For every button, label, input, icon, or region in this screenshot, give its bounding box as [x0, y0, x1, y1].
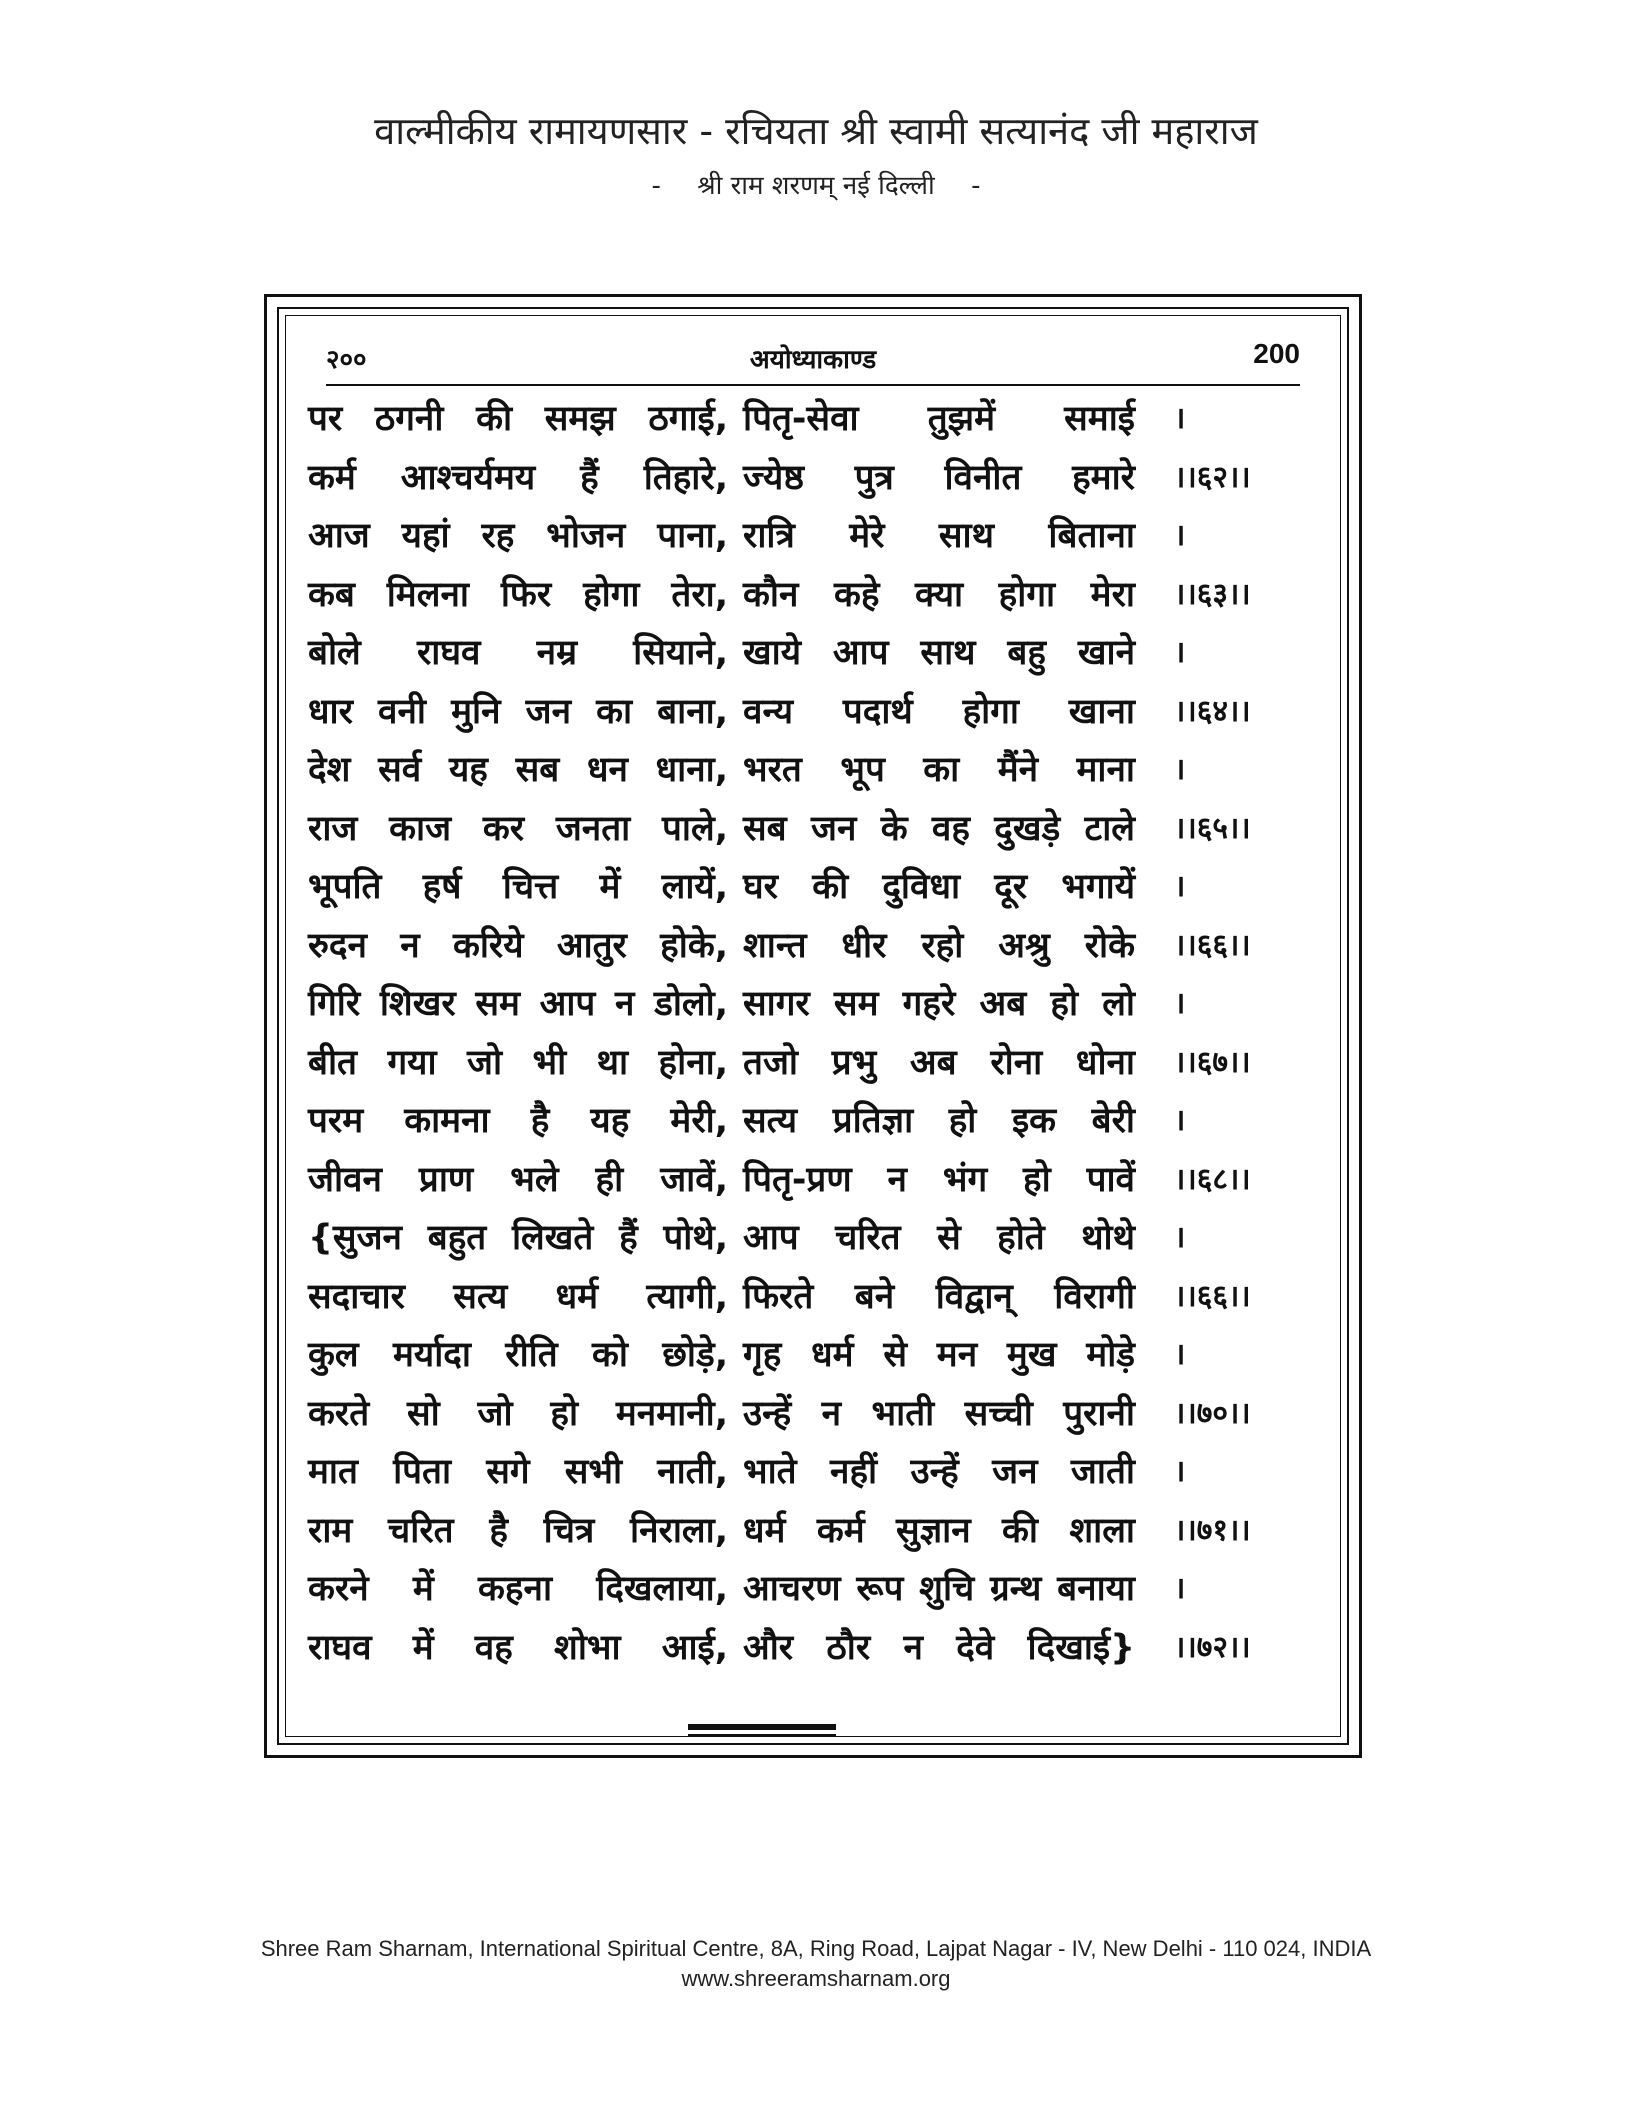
verse-line [306, 741, 1320, 800]
verse-first-half: करते सो जो हो मनमानी, [308, 1393, 728, 1434]
verse-second-half: शान्त धीर रहो अश्रु रोके [743, 925, 1135, 966]
verse-line [306, 800, 1320, 859]
verse-line [306, 507, 1320, 566]
verse-second-half: ज्येष्ठ पुत्र विनीत हमारे [743, 457, 1135, 498]
footer-address: Shree Ram Sharnam, International Spiritual Centre, 8A, Ring Road, Lajpat Nagar - IV, New Delhi - 110 024, INDIA [260, 1936, 1372, 1961]
verse-second-half: पितृ-प्रण न भंग हो पावें [743, 1159, 1135, 1200]
verse-line [306, 1034, 1320, 1093]
verse-line [306, 1619, 1320, 1678]
verse-number: ।।७०।। [1174, 1395, 1251, 1431]
verse-line [306, 624, 1320, 683]
page-header [326, 336, 1300, 386]
verse-first-half: मात पिता सगे सभी नाती, [308, 1452, 728, 1492]
subtitle-dash-right: - [971, 171, 981, 201]
verse-line [306, 1092, 1320, 1151]
verse-first-half: बोले राघव नम्र सियाने, [308, 633, 728, 673]
verse-first-half: आज यहां रह भोजन पाना, [308, 516, 728, 556]
verse-line [306, 390, 1320, 449]
verse-number: । [1174, 518, 1186, 553]
verse-first-half: करने में कहना दिखलाया, [308, 1569, 728, 1609]
verse-number: ।।६३।। [1174, 576, 1251, 612]
verse-first-half: राम चरित है चित्र निराला, [308, 1510, 728, 1551]
verse-first-half: {सुजन बहुत लिखते हैं पोथे, [308, 1218, 728, 1258]
page-number: 200 [1253, 338, 1300, 369]
verse-second-half: आचरण रूप शुचि ग्रन्थ बनाया [743, 1569, 1135, 1609]
section-title: अयोध्याकाण्ड [749, 345, 877, 375]
verse-second-half: धर्म कर्म सुज्ञान की शाला [743, 1510, 1135, 1551]
verse-second-half: सागर सम गहरे अब हो लो [743, 984, 1135, 1024]
verse-first-half: सदाचार सत्य धर्म त्यागी, [308, 1276, 728, 1317]
verse-first-half: जीवन प्राण भले ही जावें, [308, 1159, 728, 1200]
subtitle-dash-left: - [651, 171, 661, 201]
end-rule-thick [688, 1724, 836, 1730]
verse-number: ।।७२।। [1174, 1629, 1251, 1665]
verse-second-half: भरत भूप का मैंने माना [743, 750, 1135, 790]
verse-first-half: धार वनी मुनि जन का बाना, [308, 691, 728, 732]
verse-first-half: रुदन न करिये आतुर होके, [308, 925, 728, 966]
verse-number: । [1174, 401, 1186, 436]
verse-line [306, 1151, 1320, 1210]
verse-second-half: आप चरित से होते थोथे [743, 1218, 1135, 1258]
verse-number: ।।६६।। [1174, 927, 1251, 963]
verse-number: ।।६२।। [1174, 459, 1251, 495]
verse-line [306, 975, 1320, 1034]
verse-second-half: कौन कहे क्या होगा मेरा [743, 574, 1135, 615]
verse-second-half: सत्य प्रतिज्ञा हो इक बेरी [743, 1101, 1135, 1141]
verse-second-half: तजो प्रभु अब रोना धोना [743, 1042, 1135, 1083]
verse-line [306, 566, 1320, 625]
verse-first-half: गिरि शिखर सम आप न डोलो, [308, 984, 728, 1024]
verse-second-half: सब जन के वह दुखड़े टाले [743, 808, 1135, 849]
verse-number: ।।७१।। [1174, 1512, 1251, 1548]
document-subtitle [0, 166, 1632, 202]
verse-first-half: कब मिलना फिर होगा तेरा, [308, 574, 728, 615]
document-title: वाल्मीकीय रामायणसार - रचियता श्री स्वामी सत्यानंद जी महाराज [374, 109, 1258, 153]
verse-first-half: देश सर्व यह सब धन धाना, [308, 750, 728, 790]
verse-second-half: खाये आप साथ बहु खाने [743, 633, 1135, 673]
verse-second-half: उन्हें न भाती सच्ची पुरानी [743, 1393, 1135, 1434]
verse-list [306, 390, 1320, 1677]
verse-line [306, 1385, 1320, 1444]
verse-second-half: भाते नहीं उन्हें जन जाती [743, 1452, 1135, 1492]
verse-number: ।।६८।। [1174, 1161, 1251, 1197]
verse-line [306, 1502, 1320, 1561]
verse-number: । [1174, 752, 1186, 787]
end-rule [688, 1724, 836, 1736]
verse-first-half: राज काज कर जनता पाले, [308, 808, 728, 849]
verse-second-half: फिरते बने विद्वान् विरागी [743, 1276, 1135, 1317]
verse-first-half: भूपति हर्ष चित्त में लायें, [308, 867, 728, 907]
verse-second-half: पितृ-सेवा तुझमें समाई [743, 399, 1135, 439]
verse-number: ।।६६।। [1174, 1278, 1251, 1314]
page-frame [264, 294, 1362, 1758]
verse-number: । [1174, 1103, 1186, 1138]
verse-number: ।।६४।। [1174, 693, 1251, 729]
page-frame-inner [277, 307, 1349, 1745]
verse-number: । [1174, 1454, 1186, 1489]
verse-number: । [1174, 1337, 1186, 1372]
verse-line [306, 858, 1320, 917]
verse-line [306, 1560, 1320, 1619]
footer-website: www.shreeramsharnam.org [681, 1966, 951, 1991]
verse-first-half: बीत गया जो भी था होना, [308, 1042, 728, 1083]
verse-line [306, 683, 1320, 742]
page-content-box [285, 315, 1341, 1737]
verse-line [306, 1443, 1320, 1502]
verse-first-half: कुल मर्यादा रीति को छोड़े, [308, 1335, 728, 1375]
verse-number: । [1174, 1220, 1186, 1255]
end-rule-thin [688, 1734, 836, 1736]
verse-first-half: कर्म आश्चर्यमय हैं तिहारे, [308, 457, 728, 498]
verse-second-half: वन्य पदार्थ होगा खाना [743, 691, 1135, 732]
verse-number: ।।६७।। [1174, 1044, 1251, 1080]
verse-second-half: गृह धर्म से मन मुख मोड़े [743, 1335, 1135, 1375]
verse-line [306, 1209, 1320, 1268]
verse-first-half: परम कामना है यह मेरी, [308, 1101, 728, 1141]
verse-line [306, 449, 1320, 508]
verse-number: ।।६५।। [1174, 810, 1251, 846]
verse-second-half: रात्रि मेरे साथ बिताना [743, 516, 1135, 556]
verse-number: । [1174, 869, 1186, 904]
verse-second-half: घर की दुविधा दूर भगायें [743, 867, 1135, 907]
verse-number: । [1174, 1571, 1186, 1606]
verse-number: । [1174, 986, 1186, 1021]
subtitle-text: श्री राम शरणम् नई दिल्ली [697, 171, 935, 201]
page-number-devanagari: २०० [326, 345, 367, 375]
verse-line [306, 1268, 1320, 1327]
verse-line [306, 917, 1320, 976]
verse-second-half: और ठौर न देवे दिखाई} [743, 1627, 1135, 1668]
verse-line [306, 1326, 1320, 1385]
verse-number: । [1174, 635, 1186, 670]
verse-first-half: राघव में वह शोभा आई, [308, 1627, 728, 1668]
verse-first-half: पर ठगनी की समझ ठगाई, [308, 399, 728, 439]
